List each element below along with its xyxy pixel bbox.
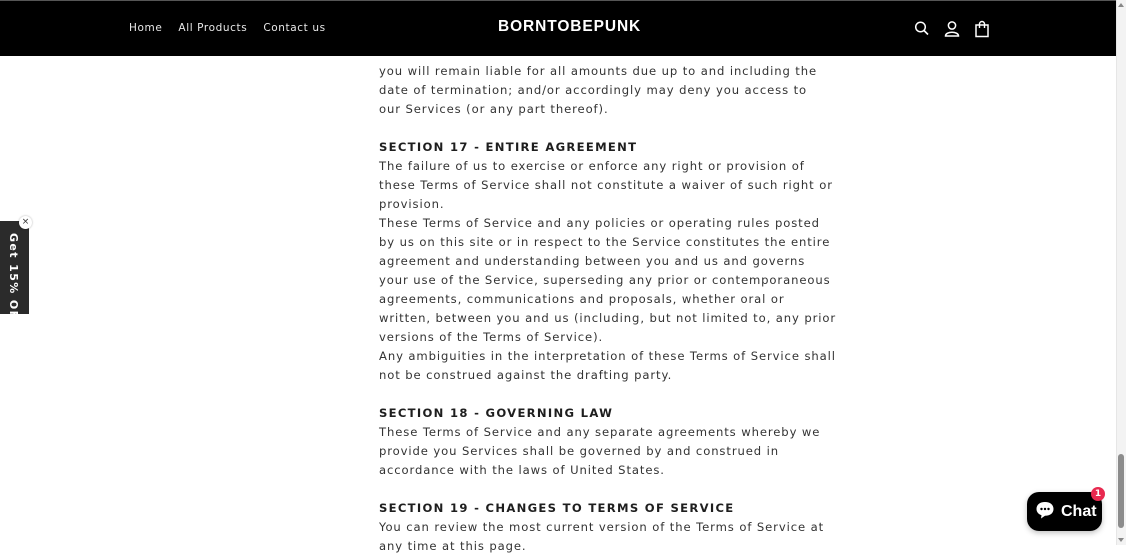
text-line: The failure of us to exercise or enforce any right or provision of — [379, 159, 805, 173]
text-line: our Services (or any part thereof). — [379, 102, 609, 116]
main-nav — [129, 22, 326, 34]
promo-label: Get 15% OFF — [7, 233, 20, 329]
text-line: any time at this page. — [379, 539, 527, 553]
header-icons — [914, 20, 990, 38]
nav-all-products[interactable]: All Products — [178, 22, 248, 34]
text-line: date of termination; and/or accordingly may deny you access to — [379, 83, 808, 97]
text-line: Any ambiguities in the interpretation of these Terms of Service shall — [379, 349, 836, 363]
text-line: written, between you and us (including, but not limited to, any prior — [379, 311, 837, 325]
text-line: not be construed against the drafting party. — [379, 368, 673, 382]
account-icon[interactable] — [944, 20, 960, 38]
scroll-up-arrow-icon[interactable] — [1118, 3, 1124, 7]
section-19-title: SECTION 19 - CHANGES TO TERMS OF SERVICE — [379, 501, 735, 515]
promo-close-button[interactable]: × — [19, 216, 32, 229]
text-line: agreements, communications and proposals, whether oral or — [379, 292, 785, 306]
section-18-title: SECTION 18 - GOVERNING LAW — [379, 406, 614, 420]
text-line: provision. — [379, 197, 445, 211]
text-line: provide you Services shall be governed by and construed in — [379, 444, 779, 458]
text-line: accordance with the laws of United States. — [379, 463, 665, 477]
site-header — [0, 0, 1116, 56]
terms-content — [379, 43, 837, 556]
chat-button[interactable] — [1027, 492, 1102, 531]
nav-home[interactable]: Home — [129, 22, 163, 34]
text-line: your use of the Service, superseding any prior or contemporaneous — [379, 273, 831, 287]
text-line: these Terms of Service shall not constitute a waiver of such right or — [379, 178, 833, 192]
text-line: You can review the most current version of the Terms of Service at — [379, 520, 825, 534]
chat-bubble-icon — [1035, 500, 1055, 524]
promo-tab[interactable] — [0, 221, 29, 329]
text-line: These Terms of Service and any separate agreements whereby we — [379, 425, 821, 439]
nav-contact-us[interactable]: Contact us — [263, 22, 326, 34]
scroll-down-arrow-icon[interactable] — [1118, 538, 1124, 542]
text-line: These Terms of Service and any policies or operating rules posted — [379, 216, 820, 230]
chat-label: Chat — [1061, 502, 1097, 520]
scrollbar-thumb[interactable] — [1118, 454, 1124, 528]
text-line: by us on this site or in respect to the Service constitutes the entire — [379, 235, 831, 249]
site-logo[interactable]: BORNTOBEPUNK — [498, 18, 642, 35]
cart-icon[interactable] — [974, 20, 990, 38]
search-icon[interactable] — [914, 20, 930, 38]
chat-unread-badge: 1 — [1091, 487, 1105, 501]
section-17-title: SECTION 17 - ENTIRE AGREEMENT — [379, 140, 638, 154]
text-line: you will remain liable for all amounts due up to and including the — [379, 64, 818, 78]
text-line: versions of the Terms of Service). — [379, 330, 604, 344]
text-line: agreement and understanding between you and us and governs — [379, 254, 806, 268]
